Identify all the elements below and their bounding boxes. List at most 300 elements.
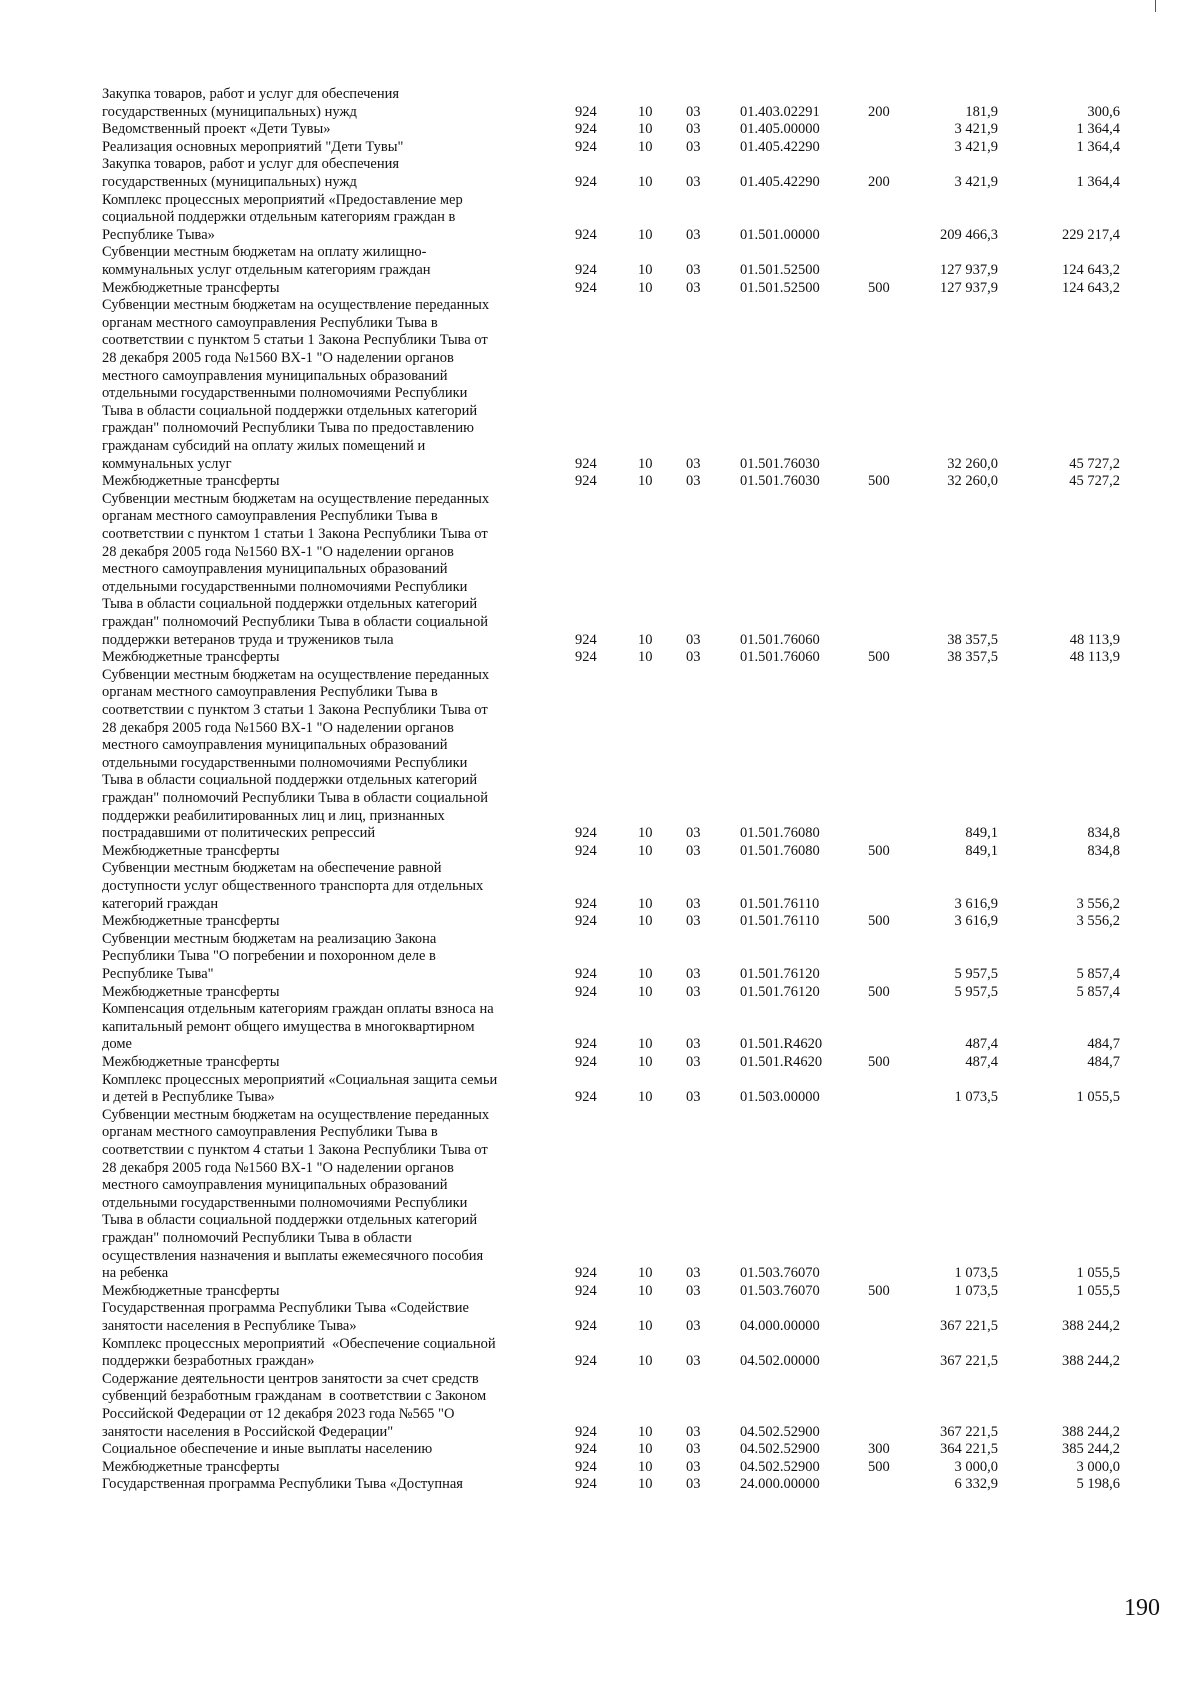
row-description bbox=[102, 843, 552, 861]
row-description bbox=[102, 297, 552, 473]
target-article-code: 01.501.76060 bbox=[740, 649, 820, 666]
amount-year-1: 487,4 bbox=[965, 1054, 998, 1070]
description-line: Государственная программа Республики Тыва «Доступная bbox=[102, 1476, 463, 1493]
section-code: 10 bbox=[638, 261, 653, 278]
row-description bbox=[102, 491, 552, 649]
amount-year-2: 1 055,5 bbox=[1076, 1265, 1120, 1282]
amount-year-2: 45 727,2 bbox=[1069, 455, 1120, 472]
subsection-code: 03 bbox=[686, 121, 701, 138]
scan-artifact-line bbox=[1155, 0, 1156, 12]
grbs-code: 924 bbox=[575, 631, 597, 648]
description-line: граждан" полномочий Республики Тыва по предоставлению bbox=[102, 420, 474, 437]
amount-year-2: 5 857,4 bbox=[1076, 983, 1120, 1000]
target-article-code: 04.502.52900 bbox=[740, 1423, 820, 1440]
target-article-code: 01.501.76080 bbox=[740, 842, 820, 859]
description-line: 28 декабря 2005 года №1560 ВХ-1 "О наделении органов bbox=[102, 719, 454, 736]
table-row bbox=[0, 984, 1200, 1002]
description-line: органам местного самоуправления Республики Тыва в bbox=[102, 314, 438, 331]
description-line: органам местного самоуправления Республики Тыва в bbox=[102, 684, 438, 701]
description-line: Республике Тыва» bbox=[102, 226, 215, 243]
description-line: субвенций безработным гражданам в соответствии с Законом bbox=[102, 1388, 487, 1405]
description-line: Республике Тыва" bbox=[102, 965, 214, 982]
amount-year-1: 209 466,3 bbox=[940, 226, 998, 243]
description-line: 28 декабря 2005 года №1560 ВХ-1 "О наделении органов bbox=[102, 1159, 454, 1176]
table-row bbox=[0, 1300, 1200, 1335]
amount-year-2: 124 643,2 bbox=[1062, 279, 1120, 296]
description-line: Межбюджетные трансферты bbox=[102, 983, 280, 1000]
expense-type-code: 200 bbox=[868, 103, 890, 120]
row-description bbox=[102, 280, 552, 298]
amount-year-2: 385 244,2 bbox=[1062, 1441, 1120, 1458]
table-row bbox=[0, 280, 1200, 298]
target-article-code: 01.501.76110 bbox=[740, 895, 820, 912]
table-row bbox=[0, 244, 1200, 279]
table-row bbox=[0, 1001, 1200, 1054]
row-description bbox=[102, 649, 552, 667]
description-line: Межбюджетные трансферты bbox=[102, 649, 280, 666]
table-row bbox=[0, 667, 1200, 843]
section-code: 10 bbox=[638, 965, 653, 982]
description-line: Республики Тыва "О погребении и похоронном деле в bbox=[102, 948, 436, 965]
grbs-code: 924 bbox=[575, 965, 597, 982]
amount-year-1: 127 937,9 bbox=[940, 279, 998, 296]
description-line: гражданам субсидий на оплату жилых помещений и bbox=[102, 437, 426, 454]
grbs-code: 924 bbox=[575, 1423, 597, 1440]
table-row bbox=[0, 1283, 1200, 1301]
amount-year-2: 48 113,9 bbox=[1069, 649, 1120, 666]
row-description bbox=[102, 860, 552, 913]
row-description bbox=[102, 86, 552, 121]
description-line: граждан" полномочий Республики Тыва в области bbox=[102, 1229, 412, 1246]
amount-year-1: 38 357,5 bbox=[947, 649, 998, 666]
description-line: граждан" полномочий Республики Тыва в области социальной bbox=[102, 613, 488, 630]
description-line: категорий граждан bbox=[102, 895, 219, 912]
section-code: 10 bbox=[638, 842, 653, 859]
subsection-code: 03 bbox=[686, 1265, 701, 1282]
amount-year-1: 6 332,9 bbox=[954, 1476, 998, 1493]
amount-year-2: 1 364,4 bbox=[1076, 173, 1120, 190]
subsection-code: 03 bbox=[686, 1282, 701, 1299]
description-line: Государственная программа Республики Тыва «Содействие bbox=[102, 1300, 469, 1317]
amount-year-2: 5 857,4 bbox=[1076, 965, 1120, 982]
amount-year-2: 484,7 bbox=[1087, 1036, 1120, 1053]
section-code: 10 bbox=[638, 1317, 653, 1334]
section-code: 10 bbox=[638, 473, 653, 490]
row-description bbox=[102, 192, 552, 245]
section-code: 10 bbox=[638, 226, 653, 243]
target-article-code: 01.501.76030 bbox=[740, 455, 820, 472]
amount-year-2: 229 217,4 bbox=[1062, 226, 1120, 243]
table-row bbox=[0, 86, 1200, 121]
description-line: соответствии с пунктом 1 статьи 1 Закона Республики Тыва от bbox=[102, 525, 488, 542]
description-line: коммунальных услуг bbox=[102, 455, 232, 472]
section-code: 10 bbox=[638, 103, 653, 120]
row-description bbox=[102, 121, 552, 139]
amount-year-2: 5 198,6 bbox=[1076, 1476, 1120, 1493]
amount-year-2: 484,7 bbox=[1087, 1054, 1120, 1070]
amount-year-2: 834,8 bbox=[1087, 825, 1120, 842]
grbs-code: 924 bbox=[575, 1054, 597, 1070]
target-article-code: 04.502.00000 bbox=[740, 1353, 820, 1370]
description-line: Субвенции местным бюджетам на оплату жилищно- bbox=[102, 244, 427, 261]
table-row bbox=[0, 649, 1200, 667]
grbs-code: 924 bbox=[575, 1282, 597, 1299]
grbs-code: 924 bbox=[575, 825, 597, 842]
table-row bbox=[0, 1371, 1200, 1441]
target-article-code: 01.501.76120 bbox=[740, 983, 820, 1000]
subsection-code: 03 bbox=[686, 261, 701, 278]
grbs-code: 924 bbox=[575, 173, 597, 190]
section-code: 10 bbox=[638, 1089, 653, 1106]
expense-type-code: 500 bbox=[868, 1458, 890, 1475]
description-line: Субвенции местным бюджетам на осуществление переданных bbox=[102, 297, 490, 314]
description-line: Субвенции местным бюджетам на обеспечение равной bbox=[102, 860, 442, 877]
target-article-code: 01.501.00000 bbox=[740, 226, 820, 243]
description-line: местного самоуправления муниципальных образований bbox=[102, 1177, 448, 1194]
table-row bbox=[0, 1476, 1200, 1494]
amount-year-1: 367 221,5 bbox=[940, 1423, 998, 1440]
grbs-code: 924 bbox=[575, 226, 597, 243]
target-article-code: 01.501.76080 bbox=[740, 825, 820, 842]
expense-type-code: 500 bbox=[868, 842, 890, 859]
target-article-code: 01.405.00000 bbox=[740, 121, 820, 138]
grbs-code: 924 bbox=[575, 1458, 597, 1475]
grbs-code: 924 bbox=[575, 895, 597, 912]
grbs-code: 924 bbox=[575, 279, 597, 296]
table-row bbox=[0, 1336, 1200, 1371]
amount-year-2: 1 055,5 bbox=[1076, 1089, 1120, 1106]
target-article-code: 01.501.76110 bbox=[740, 913, 820, 930]
section-code: 10 bbox=[638, 1265, 653, 1282]
description-line: отдельными государственными полномочиями Республики bbox=[102, 754, 468, 771]
description-line: Межбюджетные трансферты bbox=[102, 473, 280, 490]
description-line: Межбюджетные трансферты bbox=[102, 1458, 280, 1475]
page-number: 190 bbox=[1124, 1595, 1160, 1621]
amount-year-2: 1 364,4 bbox=[1076, 138, 1120, 155]
description-line: социальной поддержки отдельным категориям граждан в bbox=[102, 209, 456, 226]
amount-year-1: 849,1 bbox=[965, 842, 998, 859]
expense-type-code: 500 bbox=[868, 1054, 890, 1070]
table-row bbox=[0, 121, 1200, 139]
description-line: коммунальных услуг отдельным категориям граждан bbox=[102, 261, 431, 278]
description-line: Ведомственный проект «Дети Тувы» bbox=[102, 121, 331, 138]
description-line: Межбюджетные трансферты bbox=[102, 913, 280, 930]
amount-year-2: 388 244,2 bbox=[1062, 1317, 1120, 1334]
target-article-code: 04.502.52900 bbox=[740, 1441, 820, 1458]
amount-year-1: 849,1 bbox=[965, 825, 998, 842]
section-code: 10 bbox=[638, 1036, 653, 1053]
description-line: местного самоуправления муниципальных образований bbox=[102, 561, 448, 578]
target-article-code: 01.501.76120 bbox=[740, 965, 820, 982]
section-code: 10 bbox=[638, 1282, 653, 1299]
grbs-code: 924 bbox=[575, 649, 597, 666]
grbs-code: 924 bbox=[575, 913, 597, 930]
target-article-code: 01.501.52500 bbox=[740, 261, 820, 278]
section-code: 10 bbox=[638, 173, 653, 190]
target-article-code: 24.000.00000 bbox=[740, 1476, 820, 1493]
section-code: 10 bbox=[638, 1458, 653, 1475]
description-line: Тыва в области социальной поддержки отдельных категорий bbox=[102, 1212, 478, 1229]
grbs-code: 924 bbox=[575, 121, 597, 138]
description-line: Российской Федерации от 12 декабря 2023 года №565 "О bbox=[102, 1405, 455, 1422]
row-description bbox=[102, 139, 552, 157]
description-line: Тыва в области социальной поддержки отдельных категорий bbox=[102, 596, 478, 613]
subsection-code: 03 bbox=[686, 649, 701, 666]
table-row bbox=[0, 843, 1200, 861]
expense-type-code: 500 bbox=[868, 473, 890, 490]
amount-year-2: 300,6 bbox=[1087, 103, 1120, 120]
grbs-code: 924 bbox=[575, 1036, 597, 1053]
row-description bbox=[102, 1476, 552, 1494]
description-line: Комплекс процессных мероприятий «Социальная защита семьи bbox=[102, 1071, 498, 1088]
subsection-code: 03 bbox=[686, 1423, 701, 1440]
description-line: отдельными государственными полномочиями Республики bbox=[102, 578, 468, 595]
table-row bbox=[0, 1107, 1200, 1283]
description-line: Межбюджетные трансферты bbox=[102, 1282, 280, 1299]
description-line: Реализация основных мероприятий "Дети Тувы" bbox=[102, 138, 404, 155]
grbs-code: 924 bbox=[575, 473, 597, 490]
table-row bbox=[0, 1459, 1200, 1477]
section-code: 10 bbox=[638, 983, 653, 1000]
amount-year-1: 5 957,5 bbox=[954, 965, 998, 982]
grbs-code: 924 bbox=[575, 1089, 597, 1106]
grbs-code: 924 bbox=[575, 1476, 597, 1493]
grbs-code: 924 bbox=[575, 1441, 597, 1458]
section-code: 10 bbox=[638, 825, 653, 842]
section-code: 10 bbox=[638, 138, 653, 155]
row-description bbox=[102, 1072, 552, 1107]
amount-year-1: 3 000,0 bbox=[954, 1458, 998, 1475]
subsection-code: 03 bbox=[686, 825, 701, 842]
row-description bbox=[102, 1001, 552, 1054]
row-description bbox=[102, 667, 552, 843]
description-line: соответствии с пунктом 5 статьи 1 Закона Республики Тыва от bbox=[102, 332, 488, 349]
subsection-code: 03 bbox=[686, 173, 701, 190]
row-description bbox=[102, 1459, 552, 1477]
subsection-code: 03 bbox=[686, 913, 701, 930]
description-line: органам местного самоуправления Республики Тыва в bbox=[102, 1124, 438, 1141]
amount-year-2: 124 643,2 bbox=[1062, 261, 1120, 278]
subsection-code: 03 bbox=[686, 965, 701, 982]
subsection-code: 03 bbox=[686, 983, 701, 1000]
description-line: Тыва в области социальной поддержки отдельных категорий bbox=[102, 772, 478, 789]
table-row bbox=[0, 913, 1200, 931]
expense-type-code: 200 bbox=[868, 173, 890, 190]
description-line: Тыва в области социальной поддержки отдельных категорий bbox=[102, 402, 478, 419]
target-article-code: 01.503.00000 bbox=[740, 1089, 820, 1106]
table-row bbox=[0, 1054, 1200, 1072]
subsection-code: 03 bbox=[686, 842, 701, 859]
grbs-code: 924 bbox=[575, 1265, 597, 1282]
subsection-code: 03 bbox=[686, 473, 701, 490]
amount-year-2: 48 113,9 bbox=[1069, 631, 1120, 648]
grbs-code: 924 bbox=[575, 103, 597, 120]
grbs-code: 924 bbox=[575, 842, 597, 859]
subsection-code: 03 bbox=[686, 895, 701, 912]
row-description bbox=[102, 1441, 552, 1459]
row-description bbox=[102, 931, 552, 984]
amount-year-2: 834,8 bbox=[1087, 842, 1120, 859]
description-line: занятости населения в Российской Федерации" bbox=[102, 1423, 394, 1440]
target-article-code: 01.501.R4620 bbox=[740, 1054, 823, 1070]
target-article-code: 04.000.00000 bbox=[740, 1317, 820, 1334]
amount-year-1: 1 073,5 bbox=[954, 1265, 998, 1282]
grbs-code: 924 bbox=[575, 1353, 597, 1370]
expense-type-code: 500 bbox=[868, 983, 890, 1000]
row-description bbox=[102, 473, 552, 491]
subsection-code: 03 bbox=[686, 1458, 701, 1475]
amount-year-1: 3 421,9 bbox=[954, 173, 998, 190]
description-line: местного самоуправления муниципальных образований bbox=[102, 737, 448, 754]
amount-year-1: 3 421,9 bbox=[954, 138, 998, 155]
description-line: Субвенции местным бюджетам на осуществление переданных bbox=[102, 490, 490, 507]
section-code: 10 bbox=[638, 121, 653, 138]
amount-year-1: 5 957,5 bbox=[954, 983, 998, 1000]
amount-year-2: 388 244,2 bbox=[1062, 1423, 1120, 1440]
amount-year-1: 127 937,9 bbox=[940, 261, 998, 278]
subsection-code: 03 bbox=[686, 455, 701, 472]
description-line: поддержки ветеранов труда и тружеников тыла bbox=[102, 631, 394, 648]
row-description bbox=[102, 156, 552, 191]
section-code: 10 bbox=[638, 279, 653, 296]
target-article-code: 01.501.R4620 bbox=[740, 1036, 823, 1053]
amount-year-2: 3 556,2 bbox=[1076, 895, 1120, 912]
description-line: Межбюджетные трансферты bbox=[102, 1054, 280, 1070]
amount-year-1: 367 221,5 bbox=[940, 1353, 998, 1370]
description-line: соответствии с пунктом 3 статьи 1 Закона Республики Тыва от bbox=[102, 701, 488, 718]
description-line: граждан" полномочий Республики Тыва в области социальной bbox=[102, 789, 488, 806]
grbs-code: 924 bbox=[575, 983, 597, 1000]
expense-type-code: 500 bbox=[868, 1282, 890, 1299]
section-code: 10 bbox=[638, 649, 653, 666]
amount-year-1: 38 357,5 bbox=[947, 631, 998, 648]
target-article-code: 01.405.42290 bbox=[740, 173, 820, 190]
description-line: Социальное обеспечение и иные выплаты населению bbox=[102, 1441, 433, 1458]
row-description bbox=[102, 1336, 552, 1371]
subsection-code: 03 bbox=[686, 1054, 701, 1070]
amount-year-1: 181,9 bbox=[965, 103, 998, 120]
section-code: 10 bbox=[638, 455, 653, 472]
subsection-code: 03 bbox=[686, 226, 701, 243]
table-row bbox=[0, 1072, 1200, 1107]
description-line: Субвенции местным бюджетам на осуществление переданных bbox=[102, 1106, 490, 1123]
table-row bbox=[0, 297, 1200, 473]
table-row bbox=[0, 1441, 1200, 1459]
description-line: Комплекс процессных мероприятий «Обеспечение социальной bbox=[102, 1335, 496, 1352]
expense-type-code: 500 bbox=[868, 279, 890, 296]
amount-year-1: 3 421,9 bbox=[954, 121, 998, 138]
row-description bbox=[102, 244, 552, 279]
section-code: 10 bbox=[638, 631, 653, 648]
target-article-code: 01.405.42290 bbox=[740, 138, 820, 155]
grbs-code: 924 bbox=[575, 138, 597, 155]
row-description bbox=[102, 1371, 552, 1441]
amount-year-1: 32 260,0 bbox=[947, 455, 998, 472]
amount-year-2: 3 556,2 bbox=[1076, 913, 1120, 930]
description-line: осуществления назначения и выплаты ежемесячного пособия bbox=[102, 1247, 484, 1264]
description-line: пострадавшими от политических репрессий bbox=[102, 825, 376, 842]
description-line: поддержки реабилитированных лиц и лиц, признанных bbox=[102, 807, 445, 824]
description-line: Закупка товаров, работ и услуг для обеспечения bbox=[102, 156, 400, 173]
amount-year-2: 388 244,2 bbox=[1062, 1353, 1120, 1370]
description-line: Субвенции местным бюджетам на осуществление переданных bbox=[102, 666, 490, 683]
description-line: и детей в Республике Тыва» bbox=[102, 1089, 275, 1106]
subsection-code: 03 bbox=[686, 138, 701, 155]
description-line: поддержки безработных граждан» bbox=[102, 1353, 315, 1370]
amount-year-1: 32 260,0 bbox=[947, 473, 998, 490]
description-line: капитальный ремонт общего имущества в многоквартирном bbox=[102, 1018, 475, 1035]
row-description bbox=[102, 1300, 552, 1335]
target-article-code: 04.502.52900 bbox=[740, 1458, 820, 1475]
table-row bbox=[0, 860, 1200, 913]
target-article-code: 01.503.76070 bbox=[740, 1282, 820, 1299]
subsection-code: 03 bbox=[686, 1441, 701, 1458]
subsection-code: 03 bbox=[686, 103, 701, 120]
description-line: 28 декабря 2005 года №1560 ВХ-1 "О наделении органов bbox=[102, 543, 454, 560]
expense-type-code: 500 bbox=[868, 649, 890, 666]
description-line: доме bbox=[102, 1036, 132, 1053]
description-line: соответствии с пунктом 4 статьи 1 Закона Республики Тыва от bbox=[102, 1141, 488, 1158]
amount-year-1: 367 221,5 bbox=[940, 1317, 998, 1334]
amount-year-1: 487,4 bbox=[965, 1036, 998, 1053]
grbs-code: 924 bbox=[575, 455, 597, 472]
row-description bbox=[102, 1283, 552, 1301]
amount-year-2: 1 055,5 bbox=[1076, 1282, 1120, 1299]
description-line: Межбюджетные трансферты bbox=[102, 842, 280, 859]
description-line: занятости населения в Республике Тыва» bbox=[102, 1317, 357, 1334]
section-code: 10 bbox=[638, 1054, 653, 1070]
expense-type-code: 300 bbox=[868, 1441, 890, 1458]
section-code: 10 bbox=[638, 1353, 653, 1370]
description-line: 28 декабря 2005 года №1560 ВХ-1 "О наделении органов bbox=[102, 349, 454, 366]
description-line: Содержание деятельности центров занятости за счет средств bbox=[102, 1370, 479, 1387]
description-line: государственных (муниципальных) нужд bbox=[102, 173, 357, 190]
description-line: Субвенции местным бюджетам на реализацию Закона bbox=[102, 930, 437, 947]
description-line: государственных (муниципальных) нужд bbox=[102, 103, 357, 120]
subsection-code: 03 bbox=[686, 1089, 701, 1106]
row-description bbox=[102, 984, 552, 1002]
subsection-code: 03 bbox=[686, 1476, 701, 1493]
amount-year-2: 45 727,2 bbox=[1069, 473, 1120, 490]
section-code: 10 bbox=[638, 1476, 653, 1493]
amount-year-1: 1 073,5 bbox=[954, 1089, 998, 1106]
subsection-code: 03 bbox=[686, 279, 701, 296]
row-description bbox=[102, 913, 552, 931]
amount-year-1: 1 073,5 bbox=[954, 1282, 998, 1299]
description-line: Компенсация отдельным категориям граждан оплаты взноса на bbox=[102, 1001, 494, 1018]
description-line: отдельными государственными полномочиями Республики bbox=[102, 385, 468, 402]
description-line: Межбюджетные трансферты bbox=[102, 279, 280, 296]
amount-year-1: 3 616,9 bbox=[954, 895, 998, 912]
section-code: 10 bbox=[638, 1441, 653, 1458]
subsection-code: 03 bbox=[686, 1317, 701, 1334]
amount-year-2: 1 364,4 bbox=[1076, 121, 1120, 138]
table-row bbox=[0, 931, 1200, 984]
target-article-code: 01.501.76060 bbox=[740, 631, 820, 648]
description-line: доступности услуг общественного транспорта для отдельных bbox=[102, 877, 484, 894]
table-row bbox=[0, 491, 1200, 649]
table-row bbox=[0, 192, 1200, 245]
target-article-code: 01.501.76030 bbox=[740, 473, 820, 490]
table-row bbox=[0, 473, 1200, 491]
section-code: 10 bbox=[638, 913, 653, 930]
table-row bbox=[0, 139, 1200, 157]
amount-year-2: 3 000,0 bbox=[1076, 1458, 1120, 1475]
expense-type-code: 500 bbox=[868, 913, 890, 930]
row-description bbox=[102, 1107, 552, 1283]
subsection-code: 03 bbox=[686, 1353, 701, 1370]
target-article-code: 01.503.76070 bbox=[740, 1265, 820, 1282]
